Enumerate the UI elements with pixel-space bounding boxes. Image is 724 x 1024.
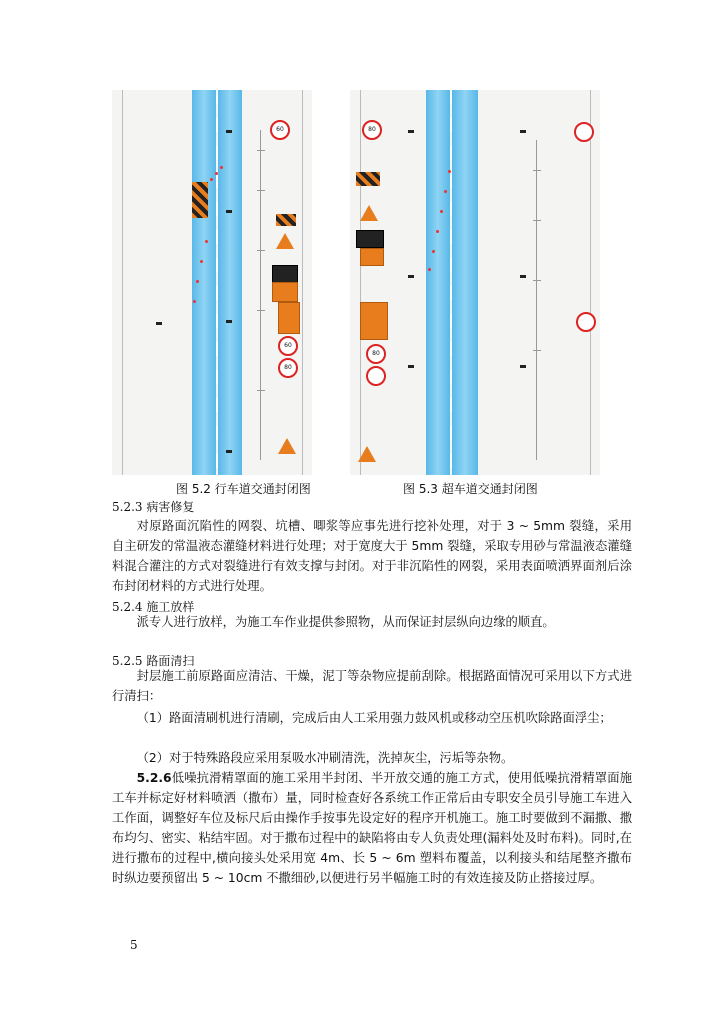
page-number: 5 bbox=[130, 938, 138, 952]
warning-triangle-icon bbox=[276, 233, 294, 249]
section-5-2-6-paragraph bbox=[112, 768, 632, 888]
section-5-2-4-heading: 5.2.4 施工放样 bbox=[112, 600, 195, 614]
speed-limit-sign: 60 bbox=[270, 120, 290, 140]
road-barrier bbox=[356, 172, 380, 186]
end-no-overtaking-sign bbox=[576, 312, 596, 332]
arrow-sign bbox=[272, 282, 298, 302]
advance-warning-triangle-icon bbox=[278, 438, 296, 454]
section-5-2-6-label: 5.2.6 bbox=[136, 771, 172, 785]
section-5-2-5-heading: 5.2.5 路面清扫 bbox=[112, 654, 195, 668]
lane-merge-sign bbox=[278, 302, 300, 334]
speed-limit-sign: 80 bbox=[362, 120, 382, 140]
section-5-2-3-paragraph: 对原路面沉陷性的网裂、坑槽、唧浆等应事先进行挖补处理，对于 3 ~ 5mm 裂缝，采用自主研发的常温液态灌缝材料进行处理；对于宽度大于 5mm 裂缝，采取专用砂与常温液态灌缝料混合灌注的方式对裂缝进行有效支撑与封闭。对于非沉陷性的网裂，采用表面喷洒界面剂后涂布封闭材料的方式进行处理。 bbox=[112, 519, 632, 593]
lane-merge-sign bbox=[360, 302, 388, 340]
section-5-2-5-item-1: （1）路面清刷机进行清刷，完成后由人工采用强力鼓风机或移动空压机吹除路面浮尘； bbox=[136, 711, 612, 725]
speed-limit-sign-80: 80 bbox=[278, 358, 298, 378]
figure-5-2-caption: 图 5.2 行车道交通封闭图 bbox=[176, 482, 311, 496]
no-overtaking-sign bbox=[574, 122, 594, 142]
warning-triangle-icon bbox=[360, 205, 378, 221]
advance-warning-triangle-icon bbox=[358, 446, 376, 462]
section-5-2-5-paragraph: 封层施工前原路面应清洁、干燥，泥丁等杂物应提前刮除。根据路面情况可采用以下方式进行清扫： bbox=[112, 669, 632, 703]
section-5-2-3-heading: 5.2.3 病害修复 bbox=[112, 500, 195, 514]
figure-5-2-diagram bbox=[112, 90, 312, 475]
section-5-2-4-paragraph: 派专人进行放样，为施工车作业提供参照物，从而保证封层纵向边缘的顺直。 bbox=[136, 615, 555, 629]
overtaking-lane bbox=[426, 90, 450, 475]
section-5-2-6-text: 低噪抗滑精罩面的施工采用半封闭、半开放交通的施工方式，使用低噪抗滑精罩面施工车并标定好材料喷洒（撒布）量，同时检查好各系统工作正常后由专职安全员引导施工车进入工作面，调整好车位及标尺后由操作手按事先设定好的程序开机施工。施工时要做到不漏撒、撒布均匀、密实、粘结牢固。对于撒布过程中的缺陷将由专人负责处理(漏料处及时布料)。同时,在进行撒布的过程中,横向接头处采用宽 4m、长 5 ~ 6m 塑料布覆盖，以利接头和结尾整齐撒布时纵边要预留出 5 ~ 10cm 不撒细砂,以便进行另半幅施工时的有效连接及防止搭接过厚。 bbox=[112, 771, 632, 885]
arrow-sign bbox=[360, 248, 384, 266]
speed-limit-sign-100 bbox=[366, 366, 386, 386]
work-zone-block bbox=[192, 182, 208, 218]
figure-5-3-caption: 图 5.3 超车道交通封闭图 bbox=[403, 482, 538, 496]
speed-limit-sign-80: 80 bbox=[366, 344, 386, 364]
section-5-2-5-item-2: （2）对于特殊路段应采用泵吸水冲刷清洗，洗掉灰尘，污垢等杂物。 bbox=[136, 751, 514, 765]
speed-limit-sign-60: 60 bbox=[278, 336, 298, 356]
figure-5-3-diagram bbox=[350, 90, 600, 475]
